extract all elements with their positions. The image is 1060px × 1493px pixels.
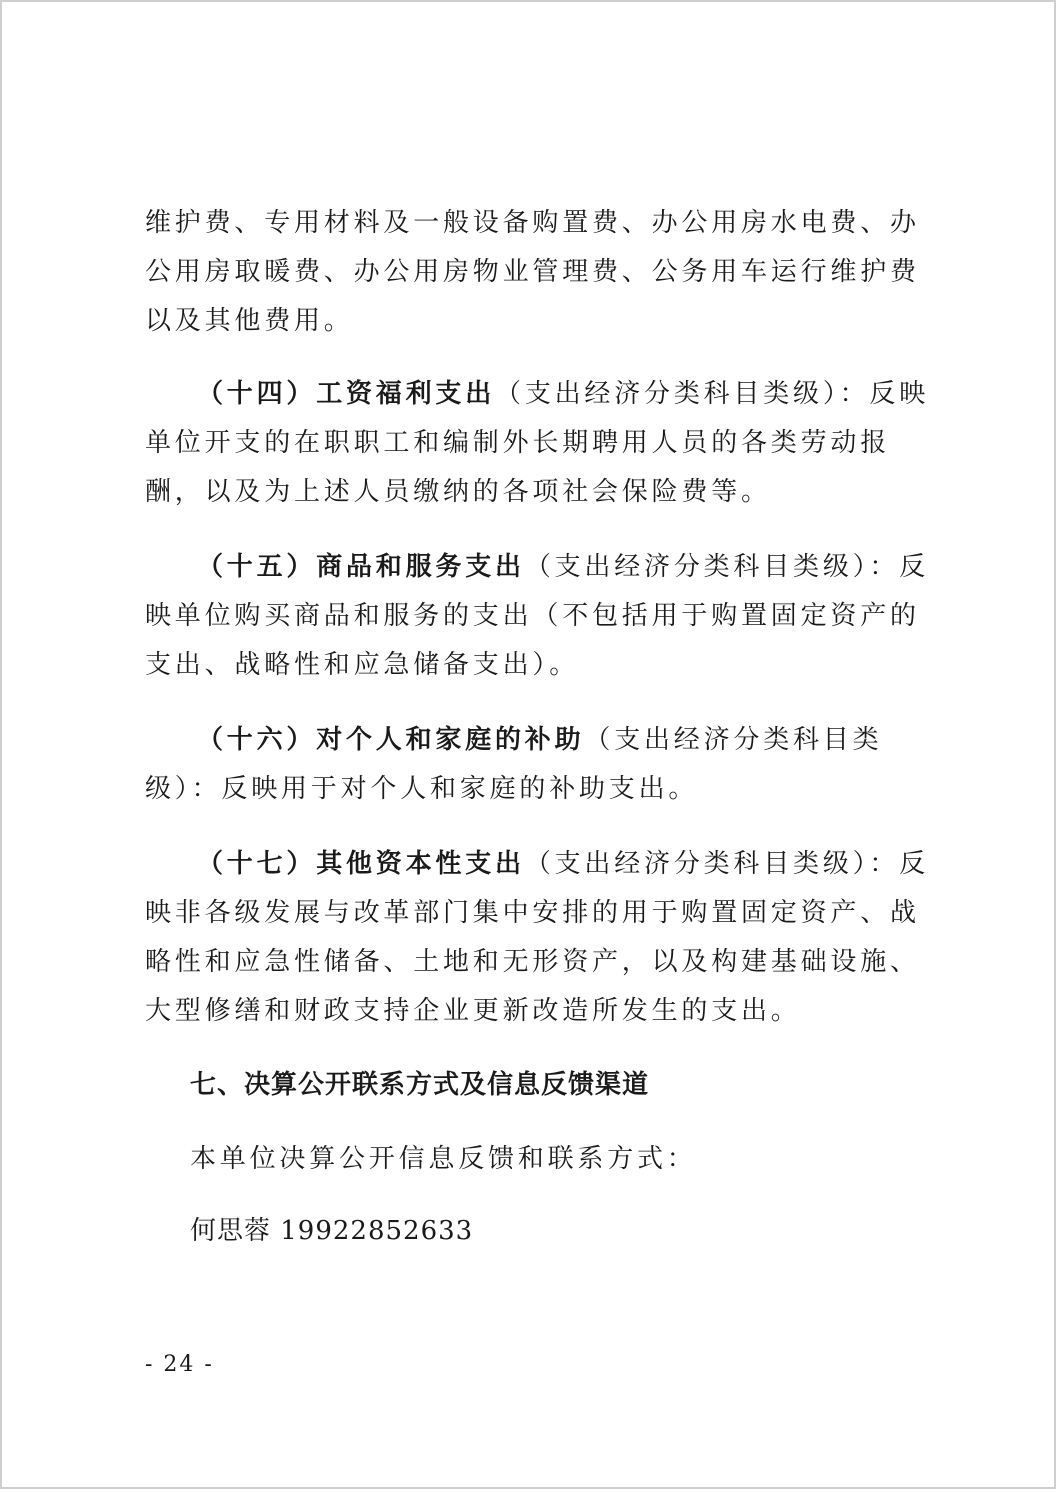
contact-intro: 本单位决算公开信息反馈和联系方式： bbox=[190, 1144, 697, 1174]
paragraph-other-capital bbox=[145, 840, 945, 1036]
paragraph-body: （支出经济分类科目类级）：反映单位购买商品和服务的支出（不包括用于购置固定资产的支出、战略性和应急储备支出）。 bbox=[145, 552, 930, 680]
paragraph-lead: （十五）商品和服务支出 bbox=[197, 552, 525, 582]
paragraph-wages-benefits bbox=[145, 370, 945, 517]
paragraph-household-subsidy bbox=[145, 716, 945, 814]
paragraph-lead: （十四）工资福利支出 bbox=[197, 379, 496, 409]
page-number: - 24 - bbox=[145, 1352, 214, 1377]
paragraph-goods-services bbox=[145, 543, 945, 690]
paragraph-continuation: 维护费、专用材料及一般设备购置费、办公用房水电费、办公用房取暖费、办公用房物业管理费、公务用车运行维护费以及其他费用。 bbox=[145, 208, 920, 336]
paragraph-body: （支出经济分类科目类级）：反映非各级发展与改革部门集中安排的用于购置固定资产、战略性和应急性储备、土地和无形资产，以及构建基础设施、大型修缮和财政支持企业更新改造所发生的支出。 bbox=[145, 849, 930, 1026]
paragraph-body: （支出经济分类科目类级）：反映单位开支的在职职工和编制外长期聘用人员的各类劳动报酬，以及为上述人员缴纳的各项社会保险费等。 bbox=[145, 379, 930, 507]
paragraph-body: （支出经济分类科目类级）：反映用于对个人和家庭的补助支出。 bbox=[145, 725, 883, 804]
paragraph-lead: （十六）对个人和家庭的补助 bbox=[197, 725, 585, 755]
paragraph-lead: （十七）其他资本性支出 bbox=[197, 849, 525, 879]
section-heading: 七、决算公开联系方式及信息反馈渠道 bbox=[190, 1070, 650, 1100]
contact-person-phone: 何思蓉 19922852633 bbox=[190, 1216, 474, 1246]
